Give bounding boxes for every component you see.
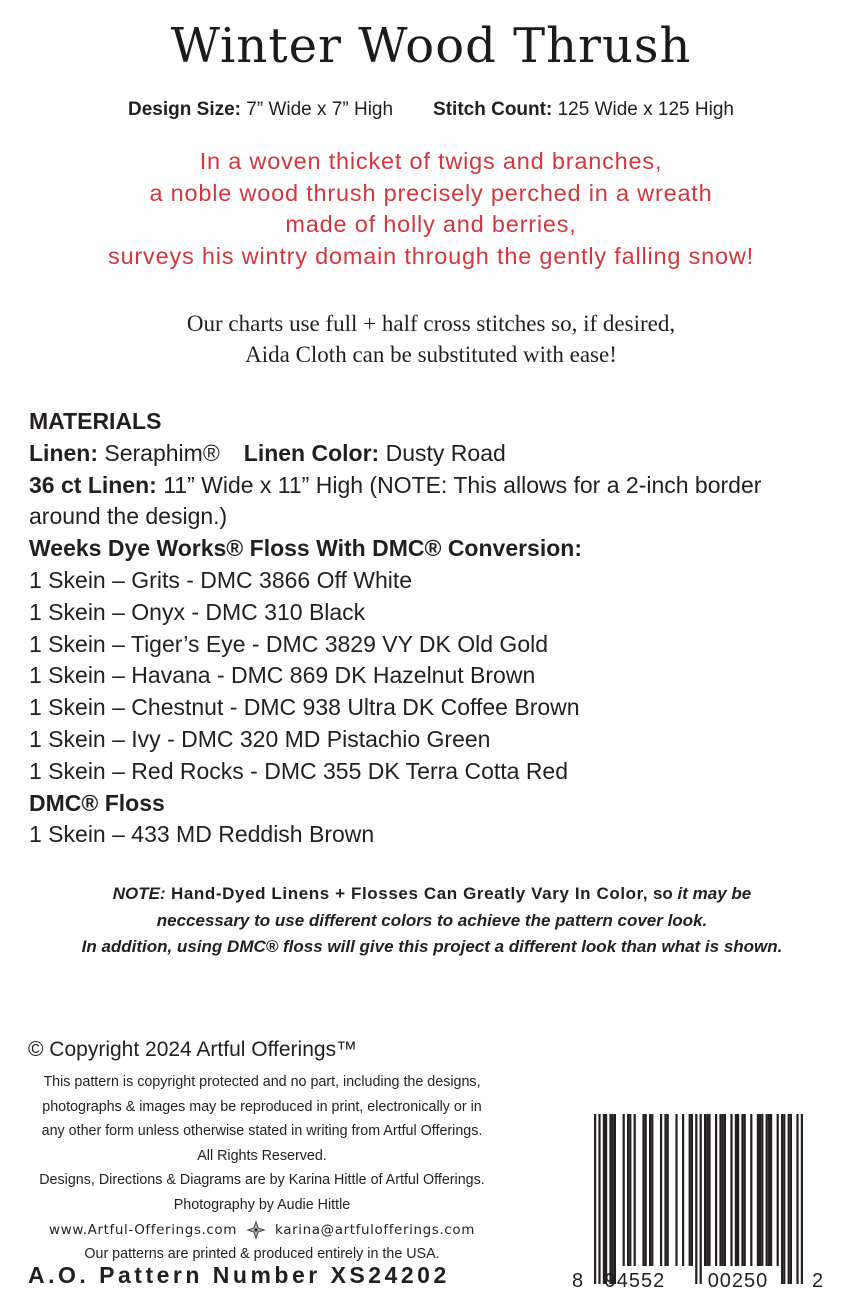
floss-item: 1 Skein – Ivy - DMC 320 MD Pistachio Green xyxy=(29,725,491,752)
ct-linen-label: 36 ct Linen: xyxy=(29,471,157,498)
linen-color-label: Linen Color: xyxy=(243,439,380,466)
dmc-item: 1 Skein – 433 MD Reddish Brown xyxy=(29,821,375,848)
barcode-bar xyxy=(750,1114,752,1266)
barcode-bar xyxy=(719,1114,721,1266)
specs-line xyxy=(0,99,862,121)
barcode-bar xyxy=(645,1114,647,1266)
ct-linen-value-cont: around the design.) xyxy=(29,503,228,530)
barcode-bar xyxy=(737,1114,739,1266)
linen-color-value: Dusty Road xyxy=(379,439,506,466)
barcode-bar xyxy=(768,1114,770,1266)
barcode-right-group: 00250 xyxy=(707,1270,769,1292)
barcode-bar xyxy=(757,1114,759,1266)
intro-line: surveys his wintry domain through the gently falling snow! xyxy=(108,242,754,269)
materials-heading: MATERIALS xyxy=(29,408,162,434)
linen-value: Seraphim® xyxy=(98,439,220,466)
color-note xyxy=(22,881,842,961)
barcode-bar xyxy=(744,1114,746,1266)
note-part2: so xyxy=(648,884,678,903)
legal-block xyxy=(22,1070,502,1267)
barcode-check-digit: 2 xyxy=(812,1270,824,1292)
design-size-value: 7” Wide x 7” High xyxy=(241,99,394,120)
made-in-usa: Our patterns are printed & produced entirely in the USA. xyxy=(84,1246,440,1263)
barcode-bar xyxy=(715,1114,717,1266)
compass-star-icon xyxy=(245,1219,267,1241)
barcode-bar xyxy=(722,1114,724,1266)
barcode-bar xyxy=(605,1114,607,1284)
materials-section xyxy=(29,406,829,851)
barcode-bar xyxy=(612,1114,614,1284)
linen-label: Linen: xyxy=(29,439,98,466)
barcode-bar xyxy=(614,1114,616,1284)
barcode-bar xyxy=(708,1114,710,1266)
note-part3: it may be xyxy=(677,884,752,903)
intro-line: a noble wood thrush precisely perched in a wreath xyxy=(149,179,713,206)
legal-line: This pattern is copyright protected and no part, including the designs, xyxy=(43,1074,481,1090)
legal-line: All Rights Reserved. xyxy=(197,1147,327,1164)
contact-line xyxy=(49,1218,475,1243)
barcode-bar xyxy=(627,1114,629,1266)
barcode-bar xyxy=(796,1114,798,1284)
barcode-bar xyxy=(675,1114,677,1266)
floss-heading: Weeks Dye Works® Floss With DMC® Conversion: xyxy=(29,535,582,562)
barcode-bar xyxy=(660,1114,662,1266)
barcode-bar xyxy=(741,1114,743,1266)
barcode-bar xyxy=(629,1114,631,1266)
note-label: NOTE: xyxy=(112,884,166,903)
copyright: © Copyright 2024 Artful Offerings™ xyxy=(28,1038,358,1061)
barcode-bar xyxy=(609,1114,611,1284)
chart-note-line: Aida Cloth can be substituted with ease! xyxy=(245,342,617,367)
barcode-bar xyxy=(790,1114,792,1284)
barcode-bar xyxy=(682,1114,684,1266)
barcode-bar xyxy=(667,1114,669,1266)
barcode-bar xyxy=(777,1114,779,1266)
chart-note-line: Our charts use full + half cross stitches so, if desired, xyxy=(186,311,676,336)
chart-note xyxy=(0,308,862,370)
email-link[interactable]: karina@artfulofferings.com xyxy=(275,1221,475,1238)
note-part1: Hand-Dyed Linens + Flosses Can Greatly Vary In Color, xyxy=(165,884,649,903)
dmc-heading: DMC® Floss xyxy=(29,789,165,816)
website-link[interactable]: www.Artful-Offerings.com xyxy=(49,1221,238,1238)
barcode-bar xyxy=(695,1114,697,1284)
design-size-label: Design Size: xyxy=(128,99,241,120)
barcode-bar xyxy=(788,1114,790,1284)
barcode-bar xyxy=(642,1114,644,1266)
intro-line: In a woven thicket of twigs and branches, xyxy=(199,148,663,174)
barcode-bar xyxy=(783,1114,785,1284)
barcode-bar xyxy=(730,1114,732,1266)
barcode-bar xyxy=(724,1114,726,1266)
legal-line: any other form unless otherwise stated in writing from Artful Offerings. xyxy=(41,1123,483,1140)
barcode-bar xyxy=(801,1114,803,1284)
barcode-first-digit: 8 xyxy=(572,1270,584,1292)
legal-line: Designs, Directions & Diagrams are by Karina Hittle of Artful Offerings. xyxy=(39,1172,485,1189)
floss-item: 1 Skein – Chestnut - DMC 938 Ultra DK Coffee Brown xyxy=(29,694,580,721)
barcode-bar xyxy=(761,1114,763,1266)
barcode-bar xyxy=(603,1114,605,1284)
barcode-bar xyxy=(700,1114,702,1284)
intro-text xyxy=(0,146,862,272)
barcode xyxy=(566,1112,830,1292)
ct-linen-value: 11” Wide x 11” High (NOTE: This allows for a 2-inch border xyxy=(156,471,762,498)
intro-line: made of holly and berries, xyxy=(285,211,577,237)
barcode-bar xyxy=(706,1114,708,1266)
barcode-bar xyxy=(594,1114,596,1284)
barcode-bar xyxy=(691,1114,693,1266)
stitch-count-label: Stitch Count: xyxy=(433,99,553,120)
barcode-bar xyxy=(759,1114,761,1266)
barcode-bar xyxy=(781,1114,783,1284)
barcode-bar xyxy=(651,1114,653,1266)
floss-item: 1 Skein – Grits - DMC 3866 Off White xyxy=(29,566,413,593)
barcode-bar xyxy=(735,1114,737,1266)
floss-item: 1 Skein – Havana - DMC 869 DK Hazelnut Brown xyxy=(29,662,536,689)
stitch-count-value: 125 Wide x 125 High xyxy=(552,99,734,120)
barcode-bar xyxy=(634,1114,636,1266)
legal-line: Photography by Audie Hittle xyxy=(173,1196,351,1213)
barcode-bar xyxy=(704,1114,706,1266)
barcode-bar xyxy=(766,1114,768,1266)
floss-item: 1 Skein – Onyx - DMC 310 Black xyxy=(29,598,366,625)
barcode-bars xyxy=(594,1114,803,1284)
floss-item: 1 Skein – Tiger’s Eye - DMC 3829 VY DK Old Gold xyxy=(29,630,549,657)
floss-item: 1 Skein – Red Rocks - DMC 355 DK Terra Cotta Red xyxy=(29,757,569,784)
barcode-bar xyxy=(770,1114,772,1266)
barcode-bar xyxy=(623,1114,625,1266)
barcode-bar xyxy=(649,1114,651,1266)
barcode-bar xyxy=(689,1114,691,1266)
barcode-bar xyxy=(598,1114,600,1284)
pattern-number: A.O. Pattern Number XS24202 xyxy=(28,1262,450,1288)
barcode-left-group: 94552 xyxy=(604,1270,666,1292)
barcode-bar xyxy=(664,1114,666,1266)
page-title: Winter Wood Thrush xyxy=(170,18,692,74)
note-line2: neccessary to use different colors to achieve the pattern cover look. xyxy=(156,910,708,930)
legal-line: photographs & images may be reproduced in print, electronically or in xyxy=(42,1098,482,1115)
note-line3: In addition, using DMC® floss will give this project a different look than what is shown. xyxy=(81,937,783,956)
